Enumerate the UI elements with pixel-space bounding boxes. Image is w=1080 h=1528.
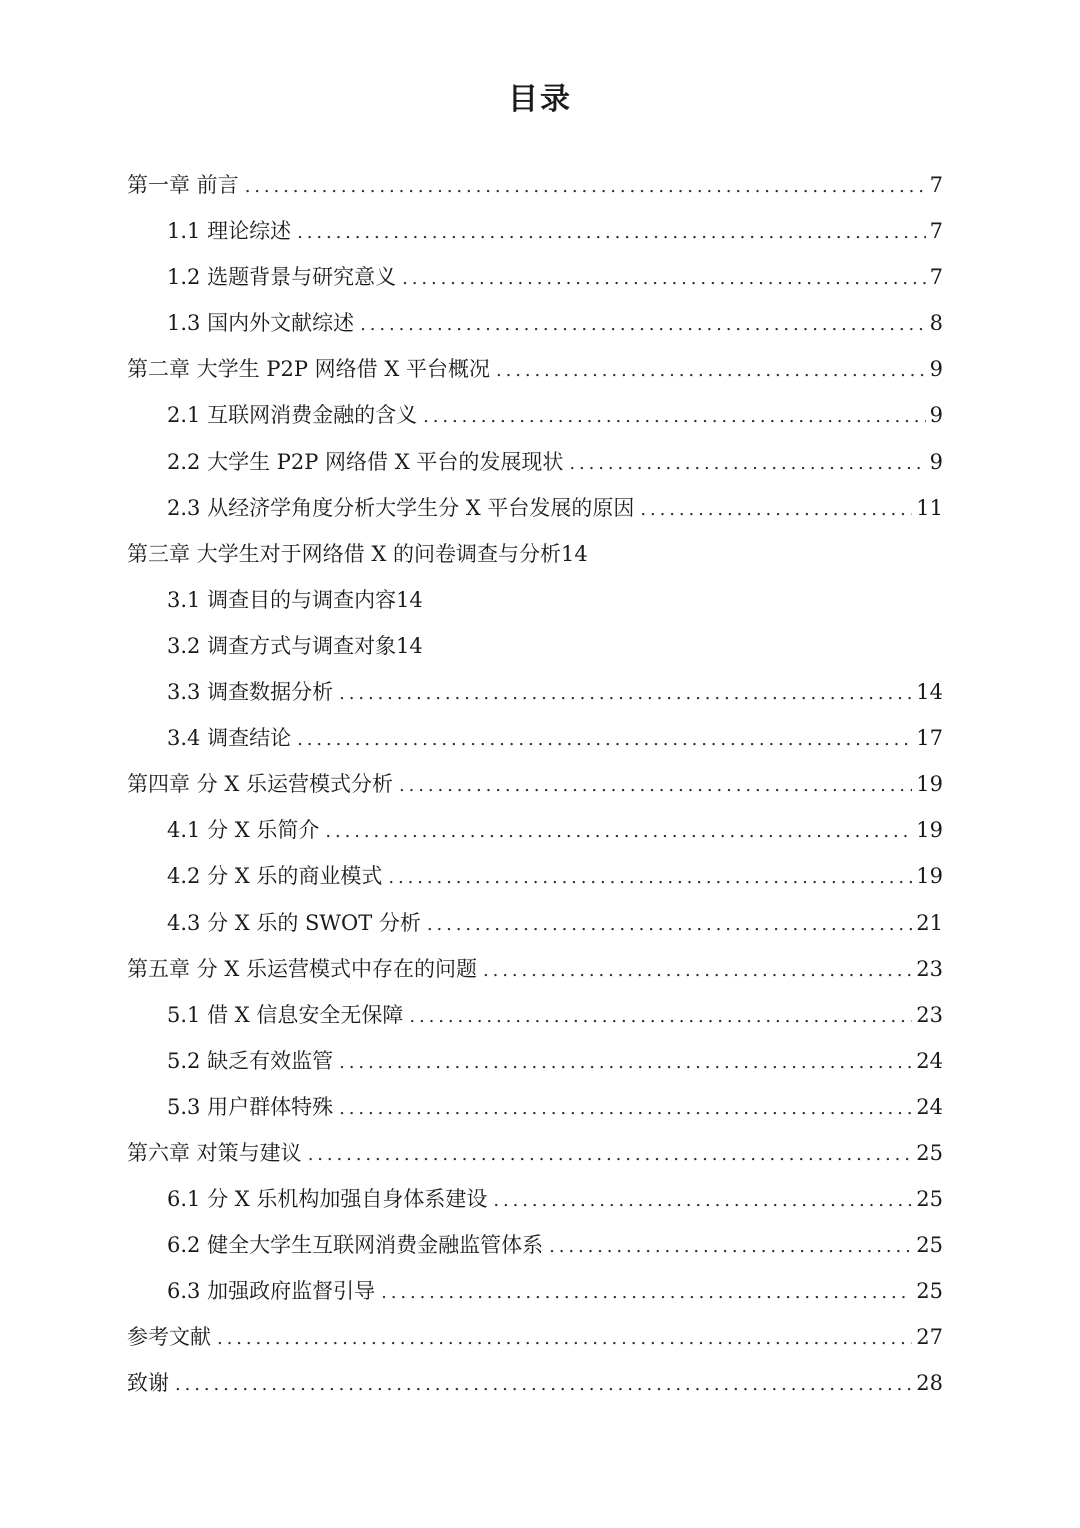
toc-entry-label: 3.4 调查结论 — [167, 726, 292, 751]
toc-entry-label: 2.2 大学生 P2P 网络借 X 平台的发展现状 — [167, 449, 564, 474]
toc-entry-page: 25 — [916, 1279, 943, 1304]
toc-entry-13[interactable] — [127, 715, 943, 761]
toc-dot-leader — [388, 855, 912, 901]
toc-dot-leader — [402, 256, 926, 302]
toc-entry-26[interactable] — [127, 1314, 943, 1360]
toc-entry-label: 1.1 理论综述 — [167, 219, 292, 244]
toc-entry-label: 4.2 分 X 乐的商业模式 — [167, 864, 383, 889]
toc-entry-19[interactable] — [127, 992, 943, 1038]
toc-entry-page: 19 — [916, 818, 943, 843]
toc-entry-page: 25 — [916, 1233, 943, 1258]
toc-entry-15[interactable] — [127, 807, 943, 853]
toc-entry-page: 8 — [929, 311, 943, 336]
toc-entry-6[interactable] — [127, 392, 943, 438]
toc-entry-16[interactable] — [127, 853, 943, 899]
toc-entry-21[interactable] — [127, 1084, 943, 1130]
toc-dot-leader — [409, 994, 912, 1040]
toc-entry-label: 3.1 调查目的与调查内容14 — [167, 587, 423, 612]
toc-entry-18[interactable] — [127, 946, 943, 992]
toc-entry-8[interactable] — [127, 485, 943, 531]
toc-dot-leader — [308, 1132, 913, 1178]
toc-entry-page: 9 — [929, 403, 943, 428]
toc-entry-label: 5.3 用户群体特殊 — [167, 1094, 334, 1119]
toc-entry-label: 6.1 分 X 乐机构加强自身体系建设 — [167, 1187, 488, 1212]
toc-dot-leader — [360, 302, 926, 348]
toc-entry-20[interactable] — [127, 1038, 943, 1084]
toc-dot-leader — [569, 441, 925, 487]
toc-dot-leader — [339, 1040, 912, 1086]
toc-entry-page: 27 — [916, 1325, 943, 1350]
toc-dot-leader — [175, 1362, 912, 1408]
toc-entry-label: 参考文献 — [127, 1325, 211, 1350]
toc-entry-10[interactable] — [127, 577, 943, 623]
toc-dot-leader — [399, 763, 912, 809]
toc-entry-label: 5.2 缺乏有效监管 — [167, 1048, 334, 1073]
toc-entry-11[interactable] — [127, 623, 943, 669]
toc-entry-label: 致谢 — [127, 1371, 169, 1396]
toc-dot-leader — [496, 348, 926, 394]
toc-entry-page: 7 — [929, 265, 943, 290]
toc-entry-page: 25 — [916, 1140, 943, 1165]
toc-entry-label: 3.3 调查数据分析 — [167, 680, 334, 705]
toc-entry-2[interactable] — [127, 208, 943, 254]
toc-entry-label: 第三章 大学生对于网络借 X 的问卷调查与分析14 — [127, 541, 588, 566]
toc-dot-leader — [427, 902, 912, 948]
toc-entry-5[interactable] — [127, 346, 943, 392]
toc-dot-leader — [640, 487, 912, 533]
toc-entry-page: 23 — [916, 1002, 943, 1027]
toc-entry-label: 3.2 调查方式与调查对象14 — [167, 633, 423, 658]
toc-dot-leader — [217, 1316, 912, 1362]
toc-dot-leader — [297, 210, 926, 256]
toc-dot-leader — [325, 809, 912, 855]
toc-dot-leader — [245, 164, 926, 210]
toc-entry-label: 4.3 分 X 乐的 SWOT 分析 — [167, 910, 421, 935]
toc-dot-leader — [381, 1270, 912, 1316]
toc-list — [127, 162, 943, 1407]
toc-entry-page: 19 — [916, 864, 943, 889]
toc-entry-17[interactable] — [127, 900, 943, 946]
toc-dot-leader — [549, 1224, 912, 1270]
toc-dot-leader — [339, 671, 912, 717]
toc-entry-page: 21 — [916, 910, 943, 935]
toc-entry-page: 7 — [929, 173, 943, 197]
toc-entry-27[interactable] — [127, 1360, 943, 1406]
toc-entry-label: 1.3 国内外文献综述 — [167, 311, 355, 336]
toc-entry-1[interactable] — [127, 162, 943, 208]
toc-entry-14[interactable] — [127, 761, 943, 807]
toc-entry-label: 2.3 从经济学角度分析大学生分 X 平台发展的原因 — [167, 495, 635, 520]
toc-entry-label: 6.2 健全大学生互联网消费金融监管体系 — [167, 1233, 544, 1258]
toc-entry-page: 14 — [916, 680, 943, 705]
toc-entry-label: 4.1 分 X 乐简介 — [167, 818, 320, 843]
toc-title: 目录 — [508, 82, 572, 117]
toc-entry-label: 2.1 互联网消费金融的含义 — [167, 403, 418, 428]
toc-entry-3[interactable] — [127, 254, 943, 300]
toc-dot-leader — [423, 394, 926, 440]
toc-entry-page: 23 — [916, 956, 943, 981]
toc-entry-9[interactable] — [127, 531, 943, 577]
toc-entry-page: 24 — [916, 1048, 943, 1073]
toc-entry-label: 第六章 对策与建议 — [127, 1140, 302, 1165]
toc-entry-page: 28 — [916, 1371, 943, 1396]
toc-entry-label: 第二章 大学生 P2P 网络借 X 平台概况 — [127, 357, 490, 382]
toc-entry-label: 第四章 分 X 乐运营模式分析 — [127, 772, 393, 797]
toc-entry-24[interactable] — [127, 1222, 943, 1268]
toc-entry-7[interactable] — [127, 439, 943, 485]
toc-dot-leader — [339, 1086, 912, 1132]
toc-dot-leader — [483, 948, 912, 994]
toc-entry-label: 6.3 加强政府监督引导 — [167, 1279, 376, 1304]
toc-entry-page: 9 — [929, 449, 943, 474]
toc-entry-page: 7 — [929, 219, 943, 244]
toc-entry-25[interactable] — [127, 1268, 943, 1314]
toc-entry-page: 9 — [929, 357, 943, 382]
toc-entry-page: 25 — [916, 1187, 943, 1212]
toc-entry-label: 5.1 借 X 信息安全无保障 — [167, 1002, 404, 1027]
toc-entry-page: 11 — [916, 495, 943, 520]
toc-dot-leader — [297, 717, 912, 763]
toc-dot-leader — [493, 1178, 912, 1224]
toc-entry-label: 第一章 前言 — [127, 173, 239, 197]
toc-entry-23[interactable] — [127, 1176, 943, 1222]
toc-entry-label: 第五章 分 X 乐运营模式中存在的问题 — [127, 956, 477, 981]
toc-entry-page: 17 — [916, 726, 943, 751]
toc-entry-12[interactable] — [127, 669, 943, 715]
toc-entry-4[interactable] — [127, 300, 943, 346]
toc-entry-label: 1.2 选题背景与研究意义 — [167, 265, 397, 290]
toc-entry-page: 19 — [916, 772, 943, 797]
toc-entry-page: 24 — [916, 1094, 943, 1119]
toc-entry-22[interactable] — [127, 1130, 943, 1176]
